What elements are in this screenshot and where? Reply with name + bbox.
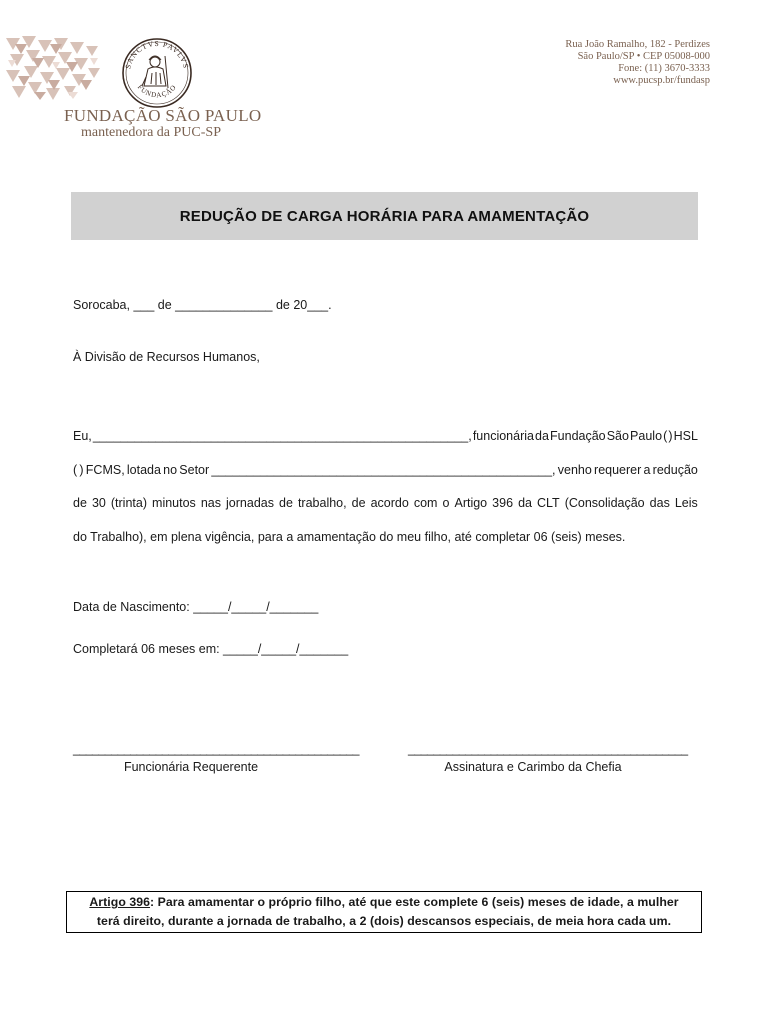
paragraph-word: trabalho, [297, 496, 347, 511]
paragraph-word: ) [79, 462, 84, 477]
paragraph-word: venho [557, 462, 592, 477]
paragraph-word: ( [663, 429, 668, 443]
paragraph-word: de [279, 496, 293, 511]
paragraph-word: 30 [91, 496, 106, 511]
form-title: REDUÇÃO DE CARGA HORÁRIA PARA AMAMENTAÇÃO [179, 207, 590, 225]
paragraph-word: ) [668, 429, 673, 443]
manager-signature-line: ____________________________________________ [408, 742, 688, 756]
paragraph-word: de [351, 496, 366, 511]
article-396-note [66, 891, 702, 933]
manager-signature-label: Assinatura e Carimbo da Chefia [444, 760, 622, 774]
article-reference: Artigo 396 [89, 895, 151, 909]
request-paragraph [73, 420, 698, 555]
birth-date-field: Data de Nascimento: _____/_____/_______ [73, 600, 319, 614]
paragraph-word: _________________________________________________, [211, 462, 556, 477]
paragraph-word: Fundação [550, 429, 606, 443]
note-line-1-text: : Para amamentar o próprio filho, até que este complete 6 (seis) meses de idade, a mulher [150, 895, 679, 909]
organization-subtitle: mantenedora da PUC-SP [81, 125, 221, 140]
paragraph-word: o [442, 496, 450, 511]
seal-emblem [118, 36, 196, 110]
date-line: Sorocaba, ___ de ______________ de 20___. [73, 298, 332, 312]
paragraph-word: Eu, [73, 429, 92, 443]
paragraph-word: Setor [179, 462, 210, 477]
paragraph-word: de [73, 496, 87, 511]
logo-pattern-graphic [6, 36, 100, 100]
paragraph-line [73, 487, 698, 521]
paragraph-word: minutos [152, 496, 196, 511]
paragraph-word: acordo [370, 496, 409, 511]
paragraph-line: do Trabalho), em plena vigência, para a amamentação do meu filho, até completar 06 (seis) meses. [73, 530, 626, 545]
paragraph-word: da [518, 496, 532, 511]
paragraph-word: funcionária [472, 429, 534, 443]
organization-name: FUNDAÇÃO SÃO PAULO [64, 106, 262, 125]
paragraph-word: (Consolidação [564, 496, 645, 511]
paragraph-word: nas [200, 496, 221, 511]
paragraph-word: com [413, 496, 438, 511]
paragraph-word: FCMS, [85, 462, 125, 477]
paragraph-word: das [649, 496, 670, 511]
employee-signature-label: Funcionária Requerente [123, 760, 259, 774]
paragraph-line [73, 454, 698, 488]
note-line-2: terá direito, durante a jornada de trabalho, a 2 (dois) descansos especiais, de meia hora cada um. [96, 914, 672, 928]
paragraph-word: CLT [537, 496, 560, 511]
address-block [565, 39, 710, 87]
paragraph-word: HSL [673, 429, 698, 443]
paragraph-word: lotada [126, 462, 161, 477]
paragraph-word: no [163, 462, 178, 477]
paragraph-word: a [643, 462, 651, 477]
seal-top-text: SANCTVS PAVLVS [123, 38, 191, 70]
paragraph-word: 396 [492, 496, 514, 511]
address-website: www.pucsp.br/fundasp [613, 75, 710, 86]
paragraph-word: Paulo [630, 429, 663, 443]
paragraph-word: São [606, 429, 629, 443]
paragraph-word: jornadas [226, 496, 274, 511]
completion-date-field: Completará 06 meses em: _____/_____/_______ [73, 642, 349, 656]
paragraph-word: requerer [594, 462, 642, 477]
note-line-1 [67, 893, 701, 912]
seal-bottom-text: FUNDAÇÃO [135, 83, 179, 100]
paragraph-word: da [535, 429, 549, 443]
paragraph-word: Artigo [454, 496, 488, 511]
paragraph-word: ( [73, 462, 78, 477]
paragraph-word: redução [652, 462, 698, 477]
form-title-band [71, 192, 698, 240]
paragraph-word: Leis [674, 496, 698, 511]
address-street: Rua João Ramalho, 182 - Perdizes [565, 39, 710, 50]
address-city-cep: São Paulo/SP • CEP 05008-000 [577, 51, 710, 62]
address-phone: Fone: (11) 3670-3333 [618, 63, 710, 74]
addressee-line: À Divisão de Recursos Humanos, [73, 350, 260, 364]
paragraph-word: (trinta) [110, 496, 147, 511]
paragraph-line [73, 420, 698, 454]
employee-signature-line: _____________________________________________ [73, 742, 359, 756]
paragraph-word: ______________________________________________________, [92, 429, 472, 443]
